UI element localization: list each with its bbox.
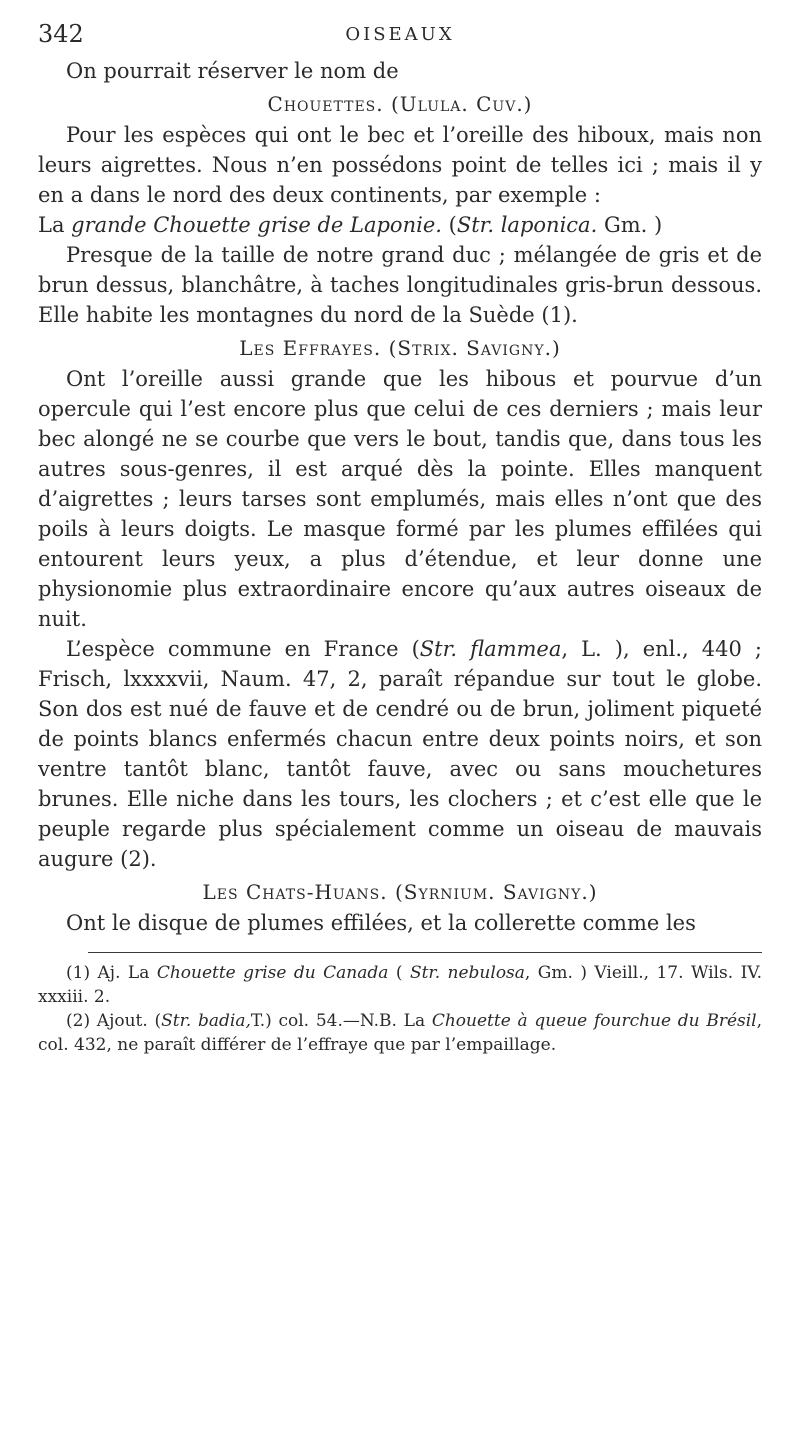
intro-line: On pourrait réserver le nom de: [66, 59, 399, 83]
text-run: , col. 432, ne paraît différer de l’effraye que par l’empaillage.: [38, 1011, 763, 1055]
footnote-scientific: Str. nebulosa: [409, 963, 525, 983]
section-heading-effrayes: [38, 336, 762, 360]
section-heading-chats-huans: [38, 880, 762, 904]
heading-scientific: (Ulula. Cuv.): [391, 92, 533, 116]
heading-name: Les Effrayes.: [239, 336, 382, 360]
text-run: (2) Ajout. (: [66, 1011, 162, 1031]
species-prefix: La: [38, 213, 65, 237]
page-number: 342: [38, 20, 84, 48]
footnote-italic: Chouette à queue fourchue du Brésil: [431, 1011, 757, 1031]
text-run: (: [395, 963, 403, 983]
footnote-1: [38, 961, 762, 1009]
heading-name: Chouettes.: [267, 92, 384, 116]
page-body: [38, 56, 762, 1057]
species-scientific: Str. laponica.: [456, 213, 598, 237]
text-run: L’espèce commune en France (: [66, 637, 420, 661]
paragraph: Ont l’oreille aussi grande que les hibous et pourvue d’un opercule qui l’est encore plus que celui de ces derniers ; mais leur bec alongé ne se courbe que vers le bout, tandis que, dans tous les autres sous-genres, il est arqué dès la pointe. Elles manquent d’aigrettes ; leurs tarses sont emplumés, mais elles n’ont que des poils à leurs doigts. Le masque formé par les plumes effilées qui entourent leurs yeux, a plus d’étendue, et leur donne une physionomie plus extraordinaire encore qu’aux autres oiseaux de nuit.: [38, 367, 762, 631]
paragraph: Ont le disque de plumes effilées, et la collerette comme les: [66, 911, 696, 935]
species-authority: Gm. ): [603, 213, 663, 237]
page-header: [38, 20, 762, 50]
paragraph-effraye-commune: [38, 634, 762, 874]
section-heading-chouettes: [38, 92, 762, 116]
text-run: (1) Aj. La: [66, 963, 150, 983]
footnote-scientific: Str. badia,: [161, 1011, 251, 1031]
footnotes: [38, 961, 762, 1057]
species-name: grande Chouette grise de Laponie.: [71, 213, 442, 237]
footnote-italic: Chouette grise du Canada: [156, 963, 389, 983]
footnote-2: [38, 1009, 762, 1057]
species-heading-laponie: [38, 210, 762, 240]
paragraph: Pour les espèces qui ont le bec et l’oreille des hiboux, mais non leurs aigrettes. Nous n’en possédons point de telles ici ; mais il y en a dans le nord des deux continents, par exemple :: [38, 123, 762, 207]
paragraph: Presque de la taille de notre grand duc ; mélangée de gris et de brun dessus, blanchâtre, à taches longitudinales gris-brun dessous. Elle habite les montagnes du nord de la Suède (1).: [38, 243, 762, 327]
text-run: , L. ), enl., 440 ; Frisch, lxxxxvii, Naum. 47, 2, paraît répandue sur tout le globe. Son dos est nué de fauve et de cendré ou de brun, joliment piqueté de points blancs enfermés chacun entre deux points noirs, et son ventre tantôt blanc, tantôt fauve, avec ou sans mouchetures brunes. Elle niche dans les tours, les clochers ; et c’est elle que le peuple regarde plus spécialement comme un oiseau de mauvais augure (2).: [38, 637, 762, 871]
text-run: , Gm. ) Vieill., 17. Wils. IV. xxxiii. 2.: [38, 963, 762, 1007]
footnote-rule: [88, 952, 762, 953]
heading-name: Les Chats-Huans.: [202, 880, 388, 904]
species-scientific: Str. flammea: [419, 637, 562, 661]
heading-scientific: (Syrnium. Savigny.): [394, 880, 598, 904]
heading-scientific: (Strix. Savigny.): [388, 336, 561, 360]
running-title: OISEAUX: [345, 24, 455, 45]
paren: (: [448, 213, 457, 237]
text-run: T.) col. 54.—N.B. La: [250, 1011, 426, 1031]
